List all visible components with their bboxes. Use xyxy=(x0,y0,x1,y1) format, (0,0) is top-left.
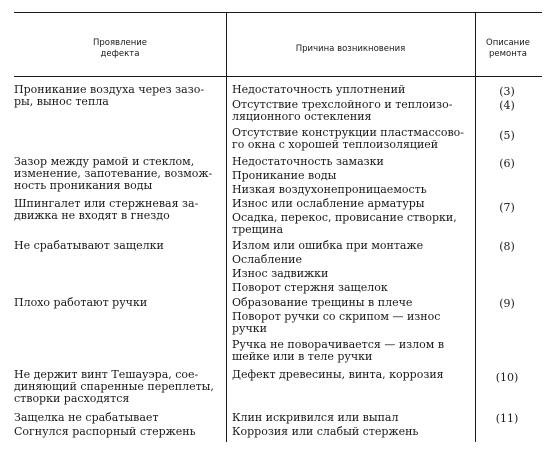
ref-10: (10) xyxy=(495,371,519,384)
cause-13: Образование трещины в плече xyxy=(232,296,413,309)
cause-10: Ослабление xyxy=(232,253,303,266)
cause-8: Осадка, перекос, провисание створки, трещина xyxy=(232,211,457,236)
header-defect: Проявление дефекта xyxy=(92,38,148,59)
cause-1: Недостаточность уплотнений xyxy=(232,83,406,96)
ref-11: (11) xyxy=(495,412,519,425)
cause-14: Поворот ручки со скрипом — износ ручки xyxy=(232,310,441,335)
defect-3: Шпингалет или стержневая за- движка не входят в гнездо xyxy=(14,197,199,222)
header-rule xyxy=(14,76,542,77)
defect-1: Проникание воздуха через зазо- ры, вынос тепла xyxy=(14,83,205,108)
ref-6: (6) xyxy=(499,157,515,170)
defect-4: Не срабатывают защелки xyxy=(14,239,164,252)
ref-9: (9) xyxy=(499,297,515,310)
cause-6: Низкая воздухонепроницаемость xyxy=(232,183,427,196)
cause-3: Отсутствие конструкции пластмассово- го окна с хорошей теплоизоляцией xyxy=(232,126,465,151)
defect-6: Не держит винт Тешауэра, сое- диняющий спаренные переплеты, створки расходятся xyxy=(14,368,214,405)
cause-15: Ручка не поворачивается — излом в шейке или в теле ручки xyxy=(232,338,445,363)
cause-2: Отсутствие трехслойного и теплоизо- ляционного остекления xyxy=(232,98,453,123)
defect-7: Защелка не срабатывает xyxy=(14,411,159,424)
cause-12: Поворот стержня защелок xyxy=(232,281,388,294)
cause-16: Дефект древесины, винта, коррозия xyxy=(232,368,444,381)
cause-7: Износ или ослабление арматуры xyxy=(232,197,425,210)
defect-5: Плохо работают ручки xyxy=(14,296,148,309)
cause-4: Недостаточность замазки xyxy=(232,155,384,168)
ref-8: (8) xyxy=(499,240,515,253)
cause-18: Коррозия или слабый стержень xyxy=(232,425,419,438)
ref-5: (5) xyxy=(499,129,515,142)
ref-4: (4) xyxy=(499,99,515,112)
column-divider-1 xyxy=(226,12,227,442)
top-rule xyxy=(14,12,542,13)
defect-8: Согнулся распорный стержень xyxy=(14,425,196,438)
ref-7: (7) xyxy=(499,201,515,214)
header-cause: Причина возникновения xyxy=(295,44,406,54)
ref-3: (3) xyxy=(499,85,515,98)
column-divider-2 xyxy=(475,12,476,442)
cause-9: Излом или ошибка при монтаже xyxy=(232,239,424,252)
cause-11: Износ задвижки xyxy=(232,267,329,280)
cause-5: Проникание воды xyxy=(232,169,337,182)
cause-17: Клин искривился или выпал xyxy=(232,411,399,424)
header-repair: Описание ремонта xyxy=(486,38,530,59)
defect-2: Зазор между рамой и стеклом, изменение, запотевание, возмож- ность проникания воды xyxy=(14,155,213,192)
